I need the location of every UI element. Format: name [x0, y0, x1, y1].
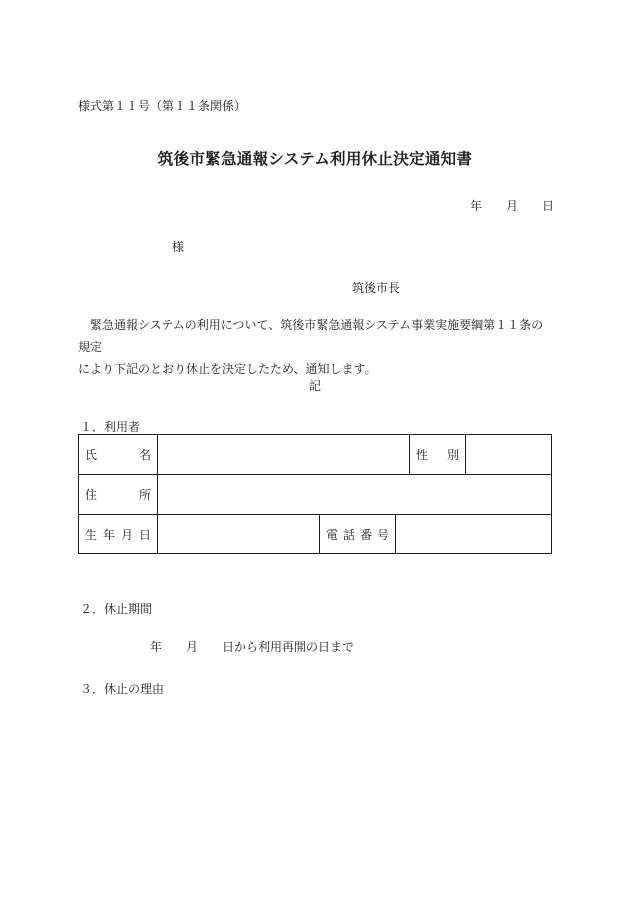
recipient-suffix: 様	[172, 240, 185, 254]
section2-heading: ２．休止期間	[80, 602, 153, 616]
birthdate-field[interactable]	[158, 515, 319, 553]
label-gender: 性 別	[416, 448, 459, 462]
body-line-2: により下記のとおり休止を決定したため、通知します。	[78, 362, 377, 376]
name-field[interactable]	[158, 435, 409, 474]
period-month-label: 月	[186, 640, 199, 654]
address-field[interactable]	[158, 475, 551, 514]
form-number: 様式第１１号（第１１条関係）	[78, 99, 247, 113]
date-day-label: 日	[542, 199, 555, 213]
suspension-period-line	[150, 638, 354, 655]
body-paragraph	[78, 314, 554, 380]
section1-heading: １．利用者	[80, 420, 141, 434]
body-line-1: 緊急通報システムの利用について、筑後市緊急通報システム事業実施要綱第１１条の規定	[78, 318, 544, 354]
date-year-label: 年	[470, 199, 483, 213]
gender-field[interactable]	[466, 435, 551, 474]
section3-heading: ３．休止の理由	[80, 682, 165, 696]
phone-field[interactable]	[396, 515, 551, 553]
period-day-until-label: 日から利用再開の日まで	[222, 640, 355, 654]
label-phone: 電 話 番 号	[326, 527, 389, 542]
date-month-label: 月	[506, 199, 519, 213]
label-name: 氏 名	[85, 448, 151, 462]
ki-marker: 記	[308, 379, 321, 393]
issuer-name: 筑後市長	[352, 281, 401, 295]
label-address: 住 所	[85, 488, 151, 502]
date-line	[470, 197, 554, 214]
user-info-table	[78, 434, 552, 554]
period-year-label: 年	[150, 640, 163, 654]
document-title: 筑後市緊急通報システム利用休止決定通知書	[157, 149, 473, 168]
label-birthdate: 生 年 月 日	[85, 527, 151, 542]
